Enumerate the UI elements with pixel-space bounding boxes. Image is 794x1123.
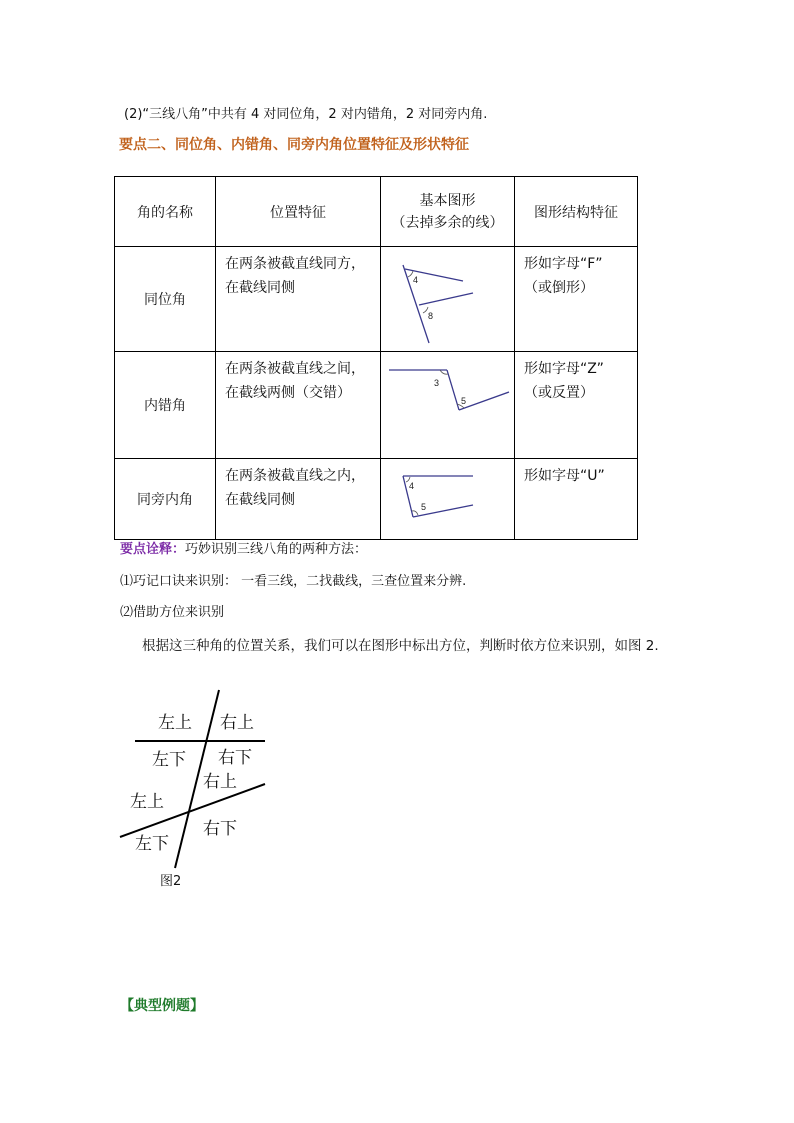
- label-bottom-left-upper: 左上: [130, 792, 164, 812]
- row-structure: [515, 352, 638, 459]
- angle-label-a: 3: [434, 378, 440, 388]
- alternate-angles-figure: [381, 352, 515, 454]
- row-figure: [381, 352, 515, 459]
- table-row: [115, 247, 638, 352]
- corresponding-angles-figure: [381, 247, 515, 347]
- key-note-text: 巧妙识别三线八角的两种方法：: [185, 542, 368, 557]
- row-name: 同旁内角: [115, 459, 216, 540]
- structure-line1: 形如字母“Z”: [524, 361, 604, 377]
- example-heading: 【典型例题】: [120, 998, 204, 1014]
- header-position: 位置特征: [216, 177, 381, 247]
- label-top-left-lower: 左下: [152, 750, 186, 770]
- row-structure: [515, 247, 638, 352]
- structure-line2: （或反置）: [524, 385, 594, 401]
- angle-label-b: 5: [421, 502, 427, 512]
- same-side-angles-figure: [381, 459, 515, 535]
- header-structure: 图形结构特征: [515, 177, 638, 247]
- method-one: ⑴巧记口诀来识别： 一看三线，二找截线，三查位置来分辨.: [120, 574, 467, 589]
- label-bottom-right-lower: 右下: [203, 819, 237, 839]
- label-top-right-lower: 右下: [218, 748, 252, 768]
- angle-table: [114, 176, 638, 540]
- row-position: 在两条被截直线之间，在截线两侧（交错）: [216, 352, 381, 459]
- structure-line2: （或倒形）: [524, 280, 594, 296]
- intro-line: (2)“三线八角”中共有 4 对同位角，2 对内错角，2 对同旁内角.: [124, 107, 488, 122]
- row-position: 在两条被截直线同方，在截线同侧: [216, 247, 381, 352]
- header-shape: [381, 177, 515, 247]
- structure-line1: 形如字母“U”: [524, 468, 605, 484]
- row-figure: [381, 247, 515, 352]
- label-top-right-upper: 右上: [220, 713, 254, 733]
- structure-line1: 形如字母“F”: [524, 256, 603, 272]
- table-row: [115, 459, 638, 540]
- label-top-left-upper: 左上: [158, 713, 192, 733]
- row-position: 在两条被截直线之内，在截线同侧: [216, 459, 381, 540]
- row-figure: [381, 459, 515, 540]
- parallel-line-bottom: [459, 392, 509, 410]
- angle-label-b: 5: [461, 396, 467, 406]
- row-structure: [515, 459, 638, 540]
- angle-label-a: 4: [413, 275, 419, 285]
- method-two: ⑵借助方位来识别: [120, 605, 225, 620]
- parallel-line-bottom: [419, 293, 473, 305]
- explanation-paragraph: 根据这三种角的位置关系，我们可以在图形中标出方位，判断时依方位来识别，如图 2.: [142, 638, 659, 654]
- angle-label-b: 8: [428, 311, 434, 321]
- key-note-label: 要点诠释：: [120, 542, 186, 557]
- section-heading: 要点二、同位角、内错角、同旁内角位置特征及形状特征: [119, 137, 469, 153]
- angle-label-a: 4: [409, 481, 415, 491]
- header-name: 角的名称: [115, 177, 216, 247]
- key-note: [120, 538, 367, 557]
- header-shape-line1: 基本图形: [419, 192, 476, 209]
- figure-caption: 图2: [160, 874, 182, 889]
- table-row: [115, 352, 638, 459]
- row-name: 内错角: [115, 352, 216, 459]
- table-header-row: [115, 177, 638, 247]
- label-bottom-left-lower: 左下: [135, 834, 169, 854]
- row-name: 同位角: [115, 247, 216, 352]
- label-bottom-right-upper: 右上: [203, 772, 237, 792]
- header-shape-line2: （去掉多余的线）: [391, 214, 504, 231]
- direction-figure: [110, 688, 270, 874]
